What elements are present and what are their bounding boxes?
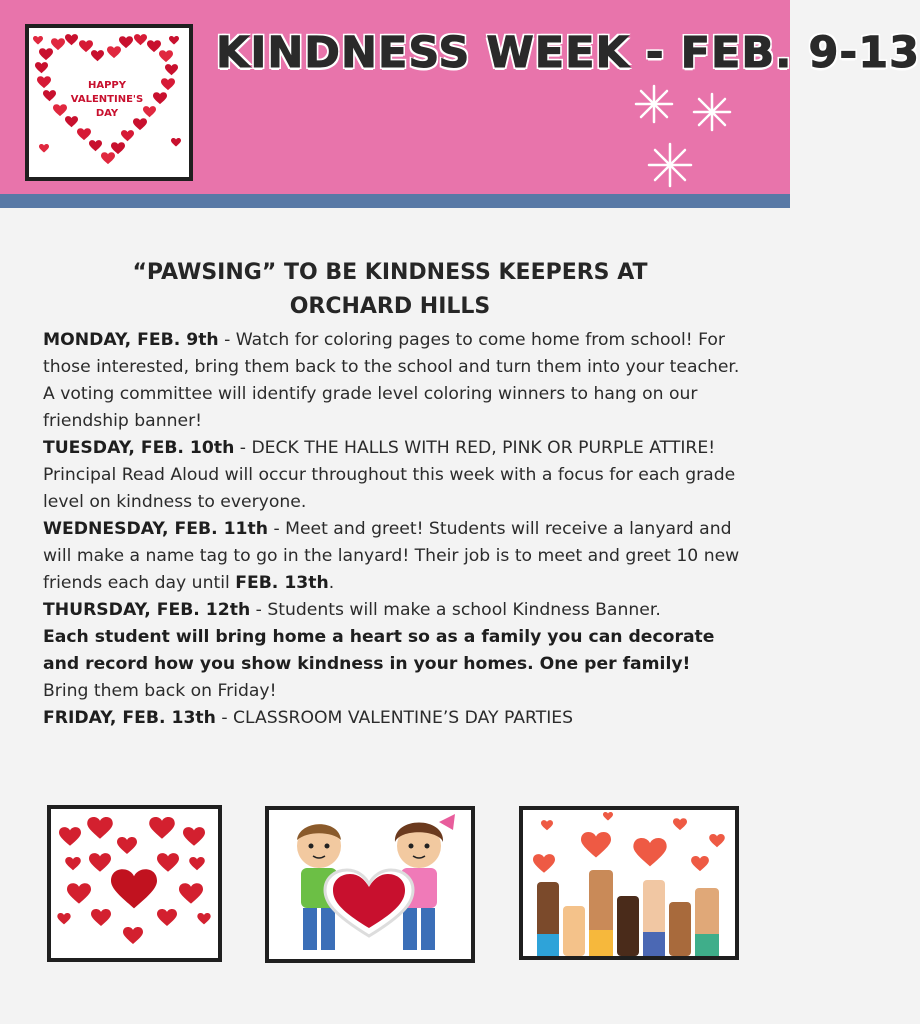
kids-holding-heart-icon <box>269 810 471 959</box>
hands-hearts-image <box>519 806 739 960</box>
svg-text:HAPPY: HAPPY <box>87 80 127 91</box>
valentines-logo <box>25 24 193 181</box>
wednesday-label: WEDNESDAY, FEB. 11th <box>43 519 268 539</box>
paper-hearts-icon <box>51 809 218 958</box>
headline-line-2: ORCHARD HILLS <box>289 294 491 319</box>
header-strip <box>0 194 790 208</box>
kids-heart-image <box>265 806 475 963</box>
paper-hearts-image <box>47 805 222 962</box>
monday-label: MONDAY, FEB. 9th <box>43 330 219 350</box>
wednesday-entry: WEDNESDAY, FEB. 11th - Meet and greet! Students will receive a lanyard and will make a name tag to go in the lanyard! Their job is to meet and greet 10 new friends each day until FEB. 13th. <box>43 519 740 593</box>
thursday-label: THURSDAY, FEB. 12th <box>43 600 251 620</box>
read-aloud-note: Principal Read Aloud will occur throughout this week with a focus for each grade level on kindness to everyone. <box>43 465 736 512</box>
schedule <box>43 327 753 732</box>
page-title: KINDNESS WEEK - FEB. 9-13 <box>216 28 920 78</box>
headline-line-1: “PAWSING” TO BE KINDNESS KEEPERS AT <box>132 260 648 285</box>
family-heart-note: Each student will bring home a heart so as a family you can decorate and record how you show kindness in your homes. One per family! <box>43 627 715 674</box>
headline <box>60 256 720 324</box>
tuesday-entry: TUESDAY, FEB. 10th - DECK THE HALLS WITH RED, PINK OR PURPLE ATTIRE! <box>43 438 716 458</box>
monday-entry: MONDAY, FEB. 9th - Watch for coloring pages to come home from school! For those interested, bring them back to the school and turn them into your teacher. A voting committee will identify grade level coloring winners to hang on our friendship banner! <box>43 330 740 431</box>
heart-wreath-icon <box>29 28 189 177</box>
svg-text:VALENTINE'S: VALENTINE'S <box>70 94 144 105</box>
friday-entry: FRIDAY, FEB. 13th - CLASSROOM VALENTINE’S DAY PARTIES <box>43 708 574 728</box>
thursday-entry: THURSDAY, FEB. 12th - Students will make a school Kindness Banner. <box>43 600 661 620</box>
bring-back-note: Bring them back on Friday! <box>43 681 277 701</box>
sparkle-icon <box>630 80 740 195</box>
friday-label: FRIDAY, FEB. 13th <box>43 708 216 728</box>
tuesday-label: TUESDAY, FEB. 10th <box>43 438 235 458</box>
svg-text:DAY: DAY <box>95 108 119 119</box>
hands-with-hearts-icon <box>523 810 735 956</box>
